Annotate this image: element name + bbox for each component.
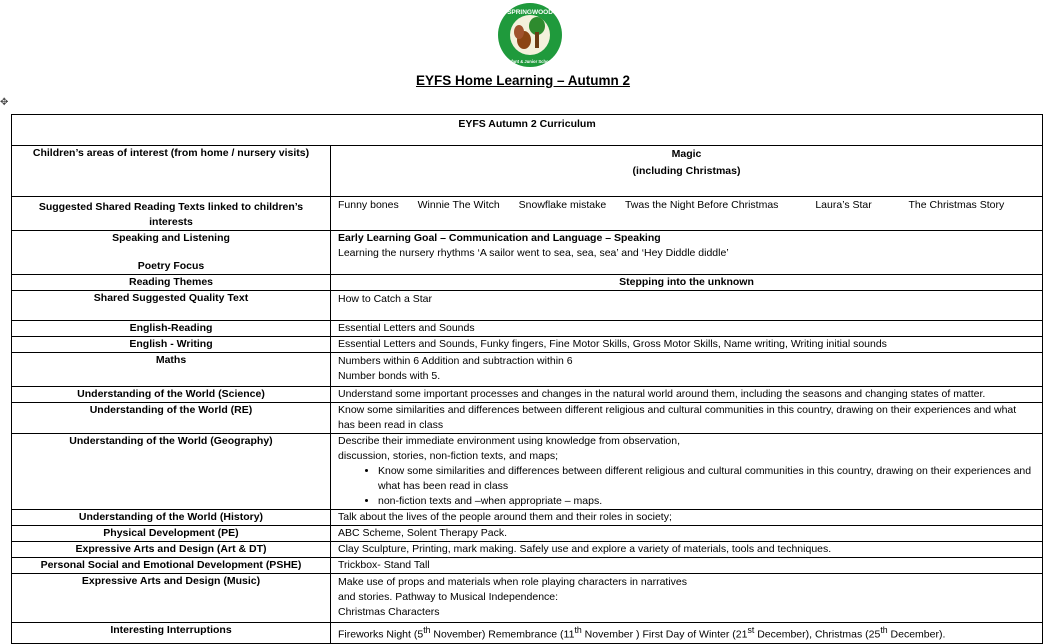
logo-subtitle: Infant & Junior School <box>507 59 553 64</box>
row-label-pe: Physical Development (PE) <box>12 526 331 542</box>
list-item: • Know some similarities and differences between different religious and cultural communities in this country, drawing on their experiences and what has been read in class <box>378 464 1035 494</box>
row-value-science: Understand some important processes and changes in the natural world around them, including the seasons and changing states of matter. <box>331 387 1043 403</box>
row-label-themes: Reading Themes <box>12 275 331 291</box>
row-label-english-reading: English-Reading <box>12 321 331 337</box>
table-row <box>12 526 1043 542</box>
list-item: • non-fiction texts and –when appropriate – maps. <box>378 494 1035 509</box>
reading-text: Twas the Night Before Christmas <box>624 199 779 211</box>
table-row <box>12 574 1043 623</box>
row-label-interruptions: Interesting Interruptions <box>12 623 331 644</box>
row-label-maths: Maths <box>12 353 331 387</box>
table-row <box>12 510 1043 526</box>
row-value-interruptions: Fireworks Night (5th November) Remembrance (11th November ) First Day of Winter (21st December), Christmas (25th December). <box>331 623 1043 644</box>
row-value-history: Talk about the lives of the people around them and their roles in society; <box>331 510 1043 526</box>
table-row <box>12 275 1043 291</box>
table-row <box>12 434 1043 510</box>
table-row <box>12 231 1043 275</box>
table-row <box>12 146 1043 197</box>
row-label-art: Expressive Arts and Design (Art & DT) <box>12 542 331 558</box>
row-label-english-writing: English - Writing <box>12 337 331 353</box>
reading-text: Laura’s Star <box>815 199 872 211</box>
row-label-speaking: Speaking and Listening Poetry Focus <box>12 231 331 275</box>
reading-text: Snowflake mistake <box>518 199 607 211</box>
row-label-history: Understanding of the World (History) <box>12 510 331 526</box>
row-value-reading-texts <box>331 197 1043 231</box>
row-value-pshe: Trickbox- Stand Tall <box>331 558 1043 574</box>
table-row <box>12 337 1043 353</box>
table-row <box>12 321 1043 337</box>
reading-text: The Christmas Story <box>908 199 1005 211</box>
school-logo <box>497 2 563 68</box>
row-label-quality-text: Shared Suggested Quality Text <box>12 291 331 321</box>
row-label-music: Expressive Arts and Design (Music) <box>12 574 331 623</box>
reading-text: Funny bones <box>338 199 399 211</box>
row-value-english-reading: Essential Letters and Sounds <box>331 321 1043 337</box>
row-value-pe: ABC Scheme, Solent Therapy Pack. <box>331 526 1043 542</box>
table-title-row <box>12 115 1043 146</box>
row-value-interest: Magic (including Christmas) <box>331 146 1043 197</box>
table-title: EYFS Autumn 2 Curriculum <box>12 115 1043 146</box>
row-value-art: Clay Sculpture, Printing, mark making. Safely use and explore a variety of materials, tools and techniques. <box>331 542 1043 558</box>
curriculum-table <box>11 114 1043 644</box>
table-row <box>12 197 1043 231</box>
row-value-english-writing: Essential Letters and Sounds, Funky fingers, Fine Motor Skills, Gross Motor Skills, Name writing, Writing initial sounds <box>331 337 1043 353</box>
row-value-themes: Stepping into the unknown <box>331 275 1043 291</box>
logo-name: SPRINGWOOD <box>507 9 553 16</box>
row-value-geography: Describe their immediate environment using knowledge from observation, discussion, stories, non-fiction texts, and maps; • Know some similarities and differences between different religious and cultural communities in this country, drawing on their experiences and what has been read in class • non-fiction texts and –when appropriate – maps. <box>331 434 1043 510</box>
row-value-music: Make use of props and materials when role playing characters in narratives and stories. Pathway to Musical Independence: Christmas Characters <box>331 574 1043 623</box>
geography-bullet-list <box>338 464 1035 509</box>
document-title: EYFS Home Learning – Autumn 2 <box>415 73 631 88</box>
row-value-speaking: Early Learning Goal – Communication and Language – Speaking Learning the nursery rhythms ‘A sailor went to sea, sea, sea’ and ‘Hey Diddle diddle’ <box>331 231 1043 275</box>
table-row <box>12 403 1043 434</box>
table-row <box>12 558 1043 574</box>
row-value-maths: Numbers within 6 Addition and subtraction within 6 Number bonds with 5. <box>331 353 1043 387</box>
table-row <box>12 542 1043 558</box>
row-value-quality-text: How to Catch a Star <box>331 291 1043 321</box>
row-label-science: Understanding of the World (Science) <box>12 387 331 403</box>
table-move-handle-icon[interactable]: ✥ <box>0 97 9 108</box>
reading-text: Winnie The Witch <box>417 199 500 211</box>
row-label-reading-texts: Suggested Shared Reading Texts linked to children’s interests <box>12 197 331 231</box>
row-label-geography: Understanding of the World (Geography) <box>12 434 331 510</box>
table-row <box>12 387 1043 403</box>
table-row <box>12 353 1043 387</box>
table-row <box>12 291 1043 321</box>
row-label-pshe: Personal Social and Emotional Development (PSHE) <box>12 558 331 574</box>
table-row <box>12 623 1043 644</box>
row-label-re: Understanding of the World (RE) <box>12 403 331 434</box>
row-label-interest: Children’s areas of interest (from home / nursery visits) <box>12 146 331 197</box>
row-value-re: Know some similarities and differences between different religious and cultural communities in this country, drawing on their experiences and what has been read in class <box>331 403 1043 434</box>
